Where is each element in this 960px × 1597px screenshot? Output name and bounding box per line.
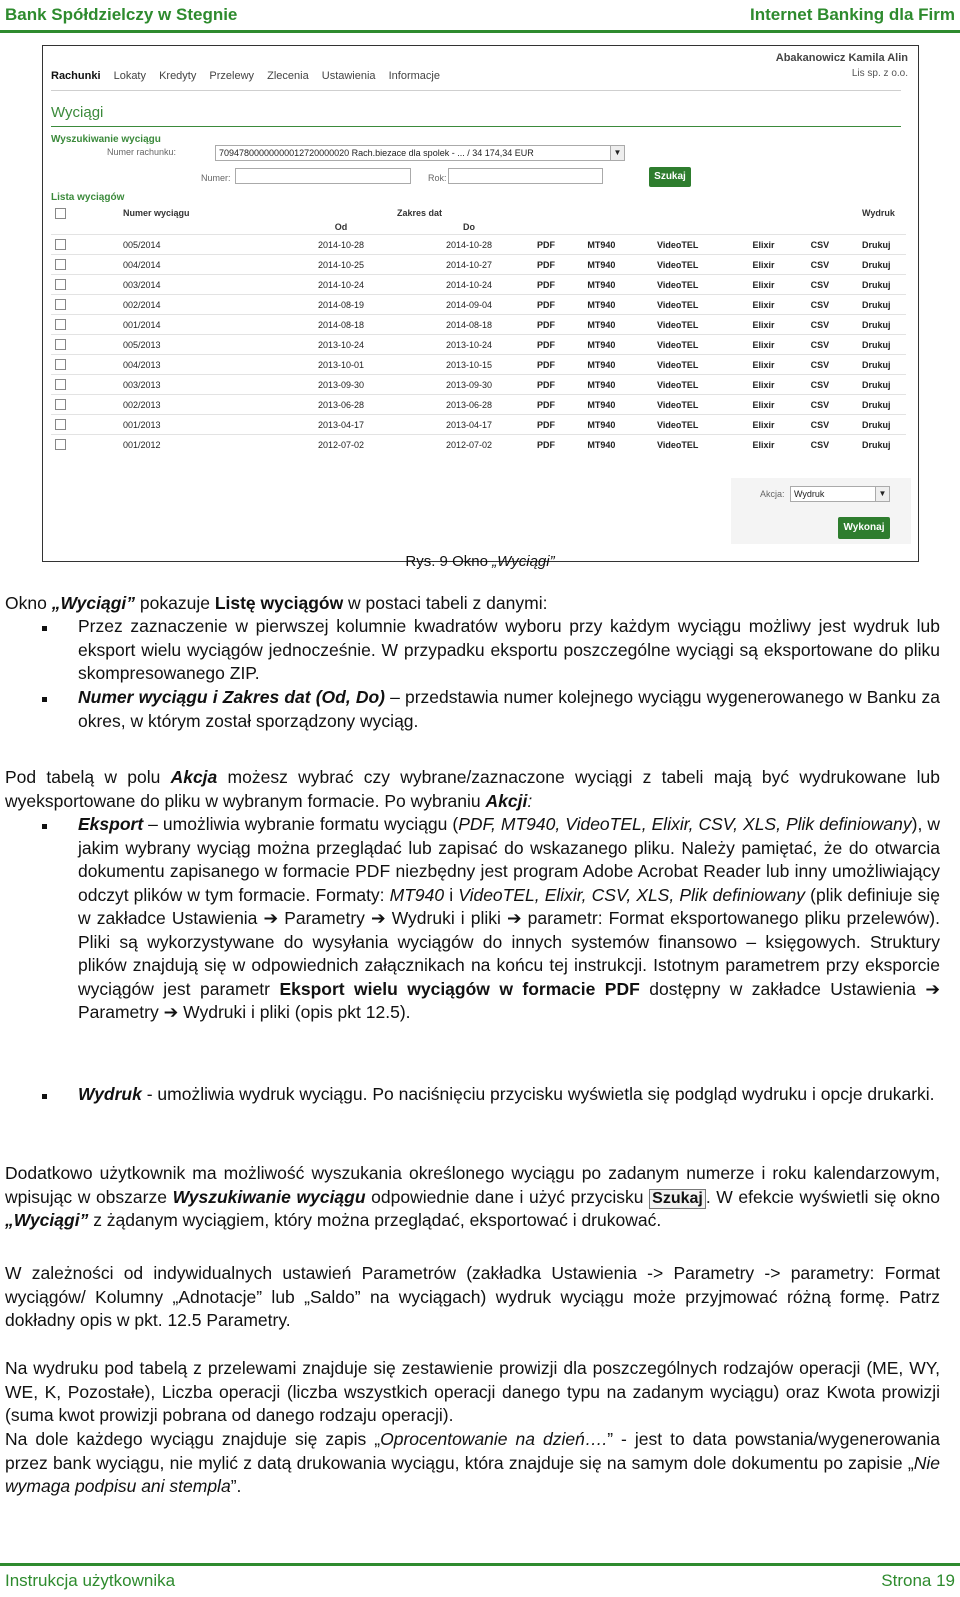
col-number: Numer wyciągu bbox=[123, 208, 190, 218]
intro-text: Okno bbox=[5, 593, 52, 613]
format-link-drukuj[interactable]: Drukuj bbox=[858, 315, 906, 335]
row-checkbox[interactable] bbox=[55, 439, 66, 450]
page-number: Strona 19 bbox=[881, 1571, 955, 1590]
format-link-mt940[interactable]: MT940 bbox=[583, 275, 653, 295]
statement-number: 001/2013 bbox=[119, 415, 277, 435]
statement-number: 004/2013 bbox=[119, 355, 277, 375]
format-link-pdf[interactable]: PDF bbox=[533, 255, 583, 275]
format-link-elixir[interactable]: Elixir bbox=[749, 375, 807, 395]
tab-kredyty[interactable]: Kredyty bbox=[159, 70, 197, 82]
table-row bbox=[51, 375, 906, 395]
bullet-number-title: Numer wyciągu i Zakres dat (Od, Do) bbox=[78, 687, 385, 707]
format-link-videotel[interactable]: VideoTEL bbox=[653, 235, 749, 255]
format-link-elixir[interactable]: Elixir bbox=[749, 235, 807, 255]
text: ” - jest to data powstania/wygenerowania przez bank wyciągu, nie mylić z datą drukowania wyciągu, która znajduje się na samym dole dokumentu po zapisie „ bbox=[5, 1429, 941, 1473]
row-select-cell bbox=[51, 435, 119, 455]
statement-number: 001/2014 bbox=[119, 315, 277, 335]
row-select-cell bbox=[51, 415, 119, 435]
format-link-videotel[interactable]: VideoTEL bbox=[653, 255, 749, 275]
date-to: 2013-04-17 bbox=[405, 415, 533, 435]
format-link-csv[interactable]: CSV bbox=[807, 255, 858, 275]
text: - umożliwia wydruk wyciągu. Po naciśnięciu przycisku wyświetla się podgląd wydruku i opcje drukarki. bbox=[141, 1084, 935, 1104]
tab-informacje[interactable]: Informacje bbox=[388, 70, 440, 82]
bullet-number-text: – przedstawia numer kolejnego wyciągu wygenerowanego w Banku za okres, w którym został sporządzony wyciąg. bbox=[78, 687, 940, 731]
bullet-icon bbox=[42, 824, 47, 829]
statements-body bbox=[51, 235, 906, 455]
text: – umożliwia wybranie formatu wyciągu ( bbox=[143, 814, 459, 834]
text: ”. bbox=[230, 1476, 242, 1496]
export-title: Eksport bbox=[78, 814, 144, 834]
bank-name: Bank Spółdzielczy w Stegnie bbox=[5, 5, 238, 24]
format-link-mt940[interactable]: MT940 bbox=[583, 315, 653, 335]
chevron-down-icon: ▼ bbox=[610, 146, 624, 160]
format-link-videotel[interactable]: VideoTEL bbox=[653, 295, 749, 315]
screenshot-figure bbox=[42, 45, 919, 562]
main-tabs bbox=[51, 70, 901, 91]
row-select-cell bbox=[51, 235, 119, 255]
format-link-pdf[interactable]: PDF bbox=[533, 355, 583, 375]
format-link-mt940[interactable]: MT940 bbox=[583, 255, 653, 275]
format-link-pdf[interactable]: PDF bbox=[533, 315, 583, 335]
statement-number: 004/2014 bbox=[119, 255, 277, 275]
format-link-elixir[interactable]: Elixir bbox=[749, 295, 807, 315]
date-to: 2014-10-27 bbox=[405, 255, 533, 275]
date-from: 2013-09-30 bbox=[277, 375, 405, 395]
text: i bbox=[444, 884, 459, 905]
statement-number: 001/2012 bbox=[119, 435, 277, 455]
search-section-title: Wyszukiwanie wyciągu bbox=[51, 134, 161, 145]
format-link-elixir[interactable]: Elixir bbox=[749, 355, 807, 375]
caption-title: „Wyciągi” bbox=[492, 553, 555, 570]
format-link-videotel[interactable]: VideoTEL bbox=[653, 435, 749, 455]
page-title: Wyciągi bbox=[51, 104, 104, 121]
year-label: Rok: bbox=[428, 173, 447, 183]
format-link-pdf[interactable]: PDF bbox=[533, 375, 583, 395]
number-label: Numer: bbox=[201, 173, 231, 183]
date-from: 2014-10-28 bbox=[277, 235, 405, 255]
row-select-cell bbox=[51, 275, 119, 295]
date-to: 2013-10-15 bbox=[405, 355, 533, 375]
export-formats: PDF, MT940, VideoTEL, Elixir, CSV, XLS, Plik definiowany bbox=[458, 814, 912, 834]
blank-header bbox=[119, 220, 277, 235]
format-link-videotel[interactable]: VideoTEL bbox=[653, 275, 749, 295]
format-link-mt940[interactable]: MT940 bbox=[583, 355, 653, 375]
blank-header bbox=[533, 220, 906, 235]
format-link-elixir[interactable]: Elixir bbox=[749, 415, 807, 435]
text: ), w jakim wybrany wyciąg można przeglądać lub zapisać do wskazanego pliku. Należy pamiętać, że do otwarcia dokumentu zapisanego w formacie PDF niezbędny jest program Adobe Acrobat Reader lub inny umożliwiający odczyt plików w tym formacie. Formaty: bbox=[78, 814, 940, 905]
date-from: 2014-08-19 bbox=[277, 295, 405, 315]
format-link-drukuj[interactable]: Drukuj bbox=[858, 395, 906, 415]
export-formats-2: VideoTEL, Elixir, CSV, XLS, Plik definiowany bbox=[458, 884, 806, 905]
header-rule bbox=[0, 30, 960, 33]
row-select-cell bbox=[51, 395, 119, 415]
format-link-csv[interactable]: CSV bbox=[807, 275, 858, 295]
row-checkbox[interactable] bbox=[55, 399, 66, 410]
row-checkbox[interactable] bbox=[55, 299, 66, 310]
text: dostępny w zakładce Ustawienia ➔ Parametry ➔ Wydruki i pliki (opis pkt 12.5). bbox=[78, 978, 940, 1022]
bullet-icon bbox=[42, 697, 47, 702]
intro-text: pokazuje bbox=[135, 593, 215, 613]
tab-lokaty[interactable]: Lokaty bbox=[113, 70, 146, 82]
format-link-pdf[interactable]: PDF bbox=[533, 275, 583, 295]
account-select[interactable] bbox=[215, 145, 625, 161]
format-link-csv[interactable]: CSV bbox=[807, 355, 858, 375]
page-header bbox=[0, 0, 960, 34]
col-range: Zakres dat bbox=[397, 208, 443, 218]
format-link-drukuj[interactable]: Drukuj bbox=[858, 335, 906, 355]
row-select-cell bbox=[51, 335, 119, 355]
date-from: 2014-08-18 bbox=[277, 315, 405, 335]
table-row bbox=[51, 295, 906, 315]
format-link-csv[interactable]: CSV bbox=[807, 415, 858, 435]
date-from: 2013-06-28 bbox=[277, 395, 405, 415]
format-link-videotel[interactable]: VideoTEL bbox=[653, 415, 749, 435]
row-select-cell bbox=[51, 295, 119, 315]
date-from: 2013-04-17 bbox=[277, 415, 405, 435]
statement-number: 003/2013 bbox=[119, 375, 277, 395]
bullet-icon bbox=[42, 1094, 47, 1099]
date-to: 2014-09-04 bbox=[405, 295, 533, 315]
row-checkbox[interactable] bbox=[55, 239, 66, 250]
date-from: 2012-07-02 bbox=[277, 435, 405, 455]
format-link-csv[interactable]: CSV bbox=[807, 375, 858, 395]
statement-number: 005/2014 bbox=[119, 235, 277, 255]
account-value: 70947800000000012720000020 Rach.biezace dla spolek - ... / 34 174,34 EUR bbox=[219, 148, 534, 158]
number-input[interactable] bbox=[235, 168, 411, 184]
col-print: Wydruk bbox=[862, 208, 895, 218]
format-link-pdf[interactable]: PDF bbox=[533, 235, 583, 255]
tab-zlecenia[interactable]: Zlecenia bbox=[267, 70, 309, 82]
table-row bbox=[51, 235, 906, 255]
export-param: Eksport wielu wyciągów w formacie PDF bbox=[279, 978, 640, 999]
statements-table bbox=[51, 206, 906, 454]
format-link-drukuj[interactable]: Drukuj bbox=[858, 355, 906, 375]
row-select-cell bbox=[51, 375, 119, 395]
date-to: 2014-10-24 bbox=[405, 275, 533, 295]
action-select[interactable] bbox=[790, 486, 890, 502]
table-row bbox=[51, 335, 906, 355]
text: (plik definiuje się w zakładce Ustawienia ➔ Parametry ➔ Wydruki i pliki ➔ parametr: Format eksportowanego pliku przelewów). Pliki są wykorzystywane do wysyłania wyciągów do innych systemów finansowo – księgowych. Struktury plików znajdują się w odpowiednich załącznikach na końcu tej instrukcji. Istotnym parametrem przy eksporcie wyciągów jest parametr bbox=[78, 884, 940, 999]
format-link-mt940[interactable]: MT940 bbox=[583, 415, 653, 435]
row-checkbox[interactable] bbox=[55, 379, 66, 390]
date-from: 2013-10-24 bbox=[277, 335, 405, 355]
date-to: 2014-10-28 bbox=[405, 235, 533, 255]
row-checkbox[interactable] bbox=[55, 359, 66, 370]
statement-number: 002/2013 bbox=[119, 395, 277, 415]
format-link-elixir[interactable]: Elixir bbox=[749, 395, 807, 415]
format-link-mt940[interactable]: MT940 bbox=[583, 335, 653, 355]
date-to: 2012-07-02 bbox=[405, 435, 533, 455]
format-link-elixir[interactable]: Elixir bbox=[749, 275, 807, 295]
format-link-videotel[interactable]: VideoTEL bbox=[653, 315, 749, 335]
col-blank bbox=[533, 206, 858, 220]
format-mt940: MT940 bbox=[389, 884, 445, 905]
text: . W efekcie wyświetli się okno bbox=[705, 1186, 940, 1207]
format-link-mt940[interactable]: MT940 bbox=[583, 435, 653, 455]
format-link-csv[interactable]: CSV bbox=[807, 335, 858, 355]
akcja-term: Akcja bbox=[170, 767, 218, 787]
date-to: 2013-09-30 bbox=[405, 375, 533, 395]
date-from: 2013-10-01 bbox=[277, 355, 405, 375]
figure-caption bbox=[0, 553, 960, 570]
date-from: 2014-10-24 bbox=[277, 275, 405, 295]
row-select-cell bbox=[51, 255, 119, 275]
table-header-row-2 bbox=[51, 220, 906, 235]
text: Pod tabelą w polu bbox=[5, 767, 171, 787]
search-paragraph bbox=[5, 1162, 940, 1233]
format-link-csv[interactable]: CSV bbox=[807, 395, 858, 415]
search-button[interactable]: Szukaj bbox=[649, 167, 691, 187]
date-to: 2013-10-24 bbox=[405, 335, 533, 355]
format-link-videotel[interactable]: VideoTEL bbox=[653, 335, 749, 355]
action-label: Akcja: bbox=[760, 489, 785, 499]
blank-header bbox=[51, 220, 119, 235]
format-link-videotel[interactable]: VideoTEL bbox=[653, 355, 749, 375]
table-row bbox=[51, 435, 906, 455]
format-link-mt940[interactable]: MT940 bbox=[583, 395, 653, 415]
akcji-term: Akcji bbox=[485, 790, 528, 811]
col-from: Od bbox=[334, 222, 348, 232]
intro-list-name: Listę wyciągów bbox=[214, 593, 344, 613]
bullet-select: Przez zaznaczenie w pierwszej kolumnie kwadratów wyboru przy każdym wyciągu możliwy jest wydruk lub eksport wielu wyciągów jednocześnie. W przypadku eksportu poszczególne wyciągi są eksportowane do pliku skompresowanego ZIP. bbox=[78, 616, 940, 683]
format-link-mt940[interactable]: MT940 bbox=[583, 375, 653, 395]
intro-window-name: „Wyciągi” bbox=[51, 593, 136, 613]
tab-przelewy[interactable]: Przelewy bbox=[209, 70, 255, 82]
select-all-cell bbox=[51, 206, 119, 220]
format-link-drukuj[interactable]: Drukuj bbox=[858, 255, 906, 275]
format-link-csv[interactable]: CSV bbox=[807, 315, 858, 335]
format-link-drukuj[interactable]: Drukuj bbox=[858, 235, 906, 255]
select-all-checkbox[interactable] bbox=[55, 208, 66, 219]
table-row bbox=[51, 275, 906, 295]
account-label: Numer rachunku: bbox=[107, 147, 177, 157]
format-link-drukuj[interactable]: Drukuj bbox=[858, 415, 906, 435]
format-link-drukuj[interactable]: Drukuj bbox=[858, 275, 906, 295]
text: możesz wybrać czy wybrane/zaznaczone wyciągi z tabeli mają być wydrukowane lub wyeksportowane do pliku w wybranym formacie. Po wybraniu bbox=[5, 767, 940, 811]
format-link-drukuj[interactable]: Drukuj bbox=[858, 435, 906, 455]
search-button-image: Szukaj bbox=[649, 1189, 706, 1209]
format-link-pdf[interactable]: PDF bbox=[533, 435, 583, 455]
search-area-name: Wyszukiwanie wyciągu bbox=[172, 1186, 366, 1207]
row-select-cell bbox=[51, 355, 119, 375]
action-paragraph bbox=[5, 766, 940, 813]
format-link-drukuj[interactable]: Drukuj bbox=[858, 295, 906, 315]
interest-note: Oprocentowanie na dzień…. bbox=[380, 1429, 608, 1449]
tab-rachunki[interactable]: Rachunki bbox=[51, 70, 101, 82]
format-link-pdf[interactable]: PDF bbox=[533, 415, 583, 435]
format-link-mt940[interactable]: MT940 bbox=[583, 295, 653, 315]
year-input[interactable] bbox=[448, 168, 603, 184]
text: : bbox=[527, 790, 533, 811]
list-title: Lista wyciągów bbox=[51, 192, 125, 203]
intro-text: w postaci tabeli z danymi: bbox=[343, 593, 548, 613]
format-link-csv[interactable]: CSV bbox=[807, 295, 858, 315]
chevron-down-icon: ▼ bbox=[875, 487, 889, 501]
row-checkbox[interactable] bbox=[55, 279, 66, 290]
format-link-csv[interactable]: CSV bbox=[807, 435, 858, 455]
table-row bbox=[51, 395, 906, 415]
footer-doc-name: Instrukcja użytkownika bbox=[5, 1571, 176, 1590]
statement-number: 003/2014 bbox=[119, 275, 277, 295]
format-link-pdf[interactable]: PDF bbox=[533, 335, 583, 355]
print-title: Wydruk bbox=[78, 1084, 142, 1104]
title-rule bbox=[51, 126, 901, 127]
bullet-number bbox=[78, 686, 940, 733]
statement-number: 002/2014 bbox=[119, 295, 277, 315]
interest-paragraph bbox=[5, 1428, 940, 1499]
format-link-videotel[interactable]: VideoTEL bbox=[653, 375, 749, 395]
intro-paragraph bbox=[5, 592, 940, 616]
table-row bbox=[51, 355, 906, 375]
format-link-elixir[interactable]: Elixir bbox=[749, 315, 807, 335]
date-to: 2014-08-18 bbox=[405, 315, 533, 335]
text: odpowiednie dane i użyć przycisku bbox=[365, 1186, 650, 1207]
execute-button[interactable]: Wykonaj bbox=[838, 517, 890, 539]
table-row bbox=[51, 315, 906, 335]
caption-prefix: Rys. 9 Okno bbox=[405, 553, 493, 570]
user-name: Abakanowicz Kamila Alin bbox=[775, 52, 908, 64]
table-header-row-1 bbox=[51, 206, 906, 220]
row-select-cell bbox=[51, 315, 119, 335]
product-name: Internet Banking dla Firm bbox=[750, 5, 955, 24]
text: Na dole każdego wyciągu znajduje się zapis „ bbox=[5, 1429, 381, 1449]
row-checkbox[interactable] bbox=[55, 319, 66, 330]
format-link-drukuj[interactable]: Drukuj bbox=[858, 375, 906, 395]
row-checkbox[interactable] bbox=[55, 419, 66, 430]
fees-paragraph: Na wydruku pod tabelą z przelewami znajduje się zestawienie prowizji dla poszczególnych rodzajów operacji (ME, WY, WE, K, Pozostałe), Liczba operacji (liczba wszystkich operacji danego typu na zadanym wyciągu) oraz Kwota prowizji (suma kwot prowizji pobrana od danego rodzaju operacji). bbox=[5, 1358, 940, 1425]
row-checkbox[interactable] bbox=[55, 259, 66, 270]
format-link-pdf[interactable]: PDF bbox=[533, 295, 583, 315]
bullet-icon bbox=[42, 626, 47, 631]
user-company: Lis sp. z o.o. bbox=[851, 68, 908, 79]
text: Dodatkowo użytkownik ma możliwość wyszukania określonego wyciągu po zadanym numerze i roku kalendarzowym, wpisując w obszarze bbox=[5, 1163, 940, 1207]
page-footer bbox=[0, 1560, 960, 1597]
date-to: 2013-06-28 bbox=[405, 395, 533, 415]
format-link-videotel[interactable]: VideoTEL bbox=[653, 395, 749, 415]
date-from: 2014-10-25 bbox=[277, 255, 405, 275]
window-name: „Wyciągi” bbox=[5, 1210, 89, 1230]
text: z żądanym wyciągiem, który można przeglądać, eksportować i drukować. bbox=[88, 1210, 662, 1230]
bullet-print bbox=[78, 1083, 940, 1107]
row-checkbox[interactable] bbox=[55, 339, 66, 350]
format-link-mt940[interactable]: MT940 bbox=[583, 235, 653, 255]
settings-paragraph: W zależności od indywidualnych ustawień Parametrów (zakładka Ustawienia -> Parametry -> parametry: Format wyciągów/ Kolumny „Adnotacje” lub „Saldo” na wyciągach) wydruk wyciągu może przyjmować różną formę. Patrz dokładny opis w pkt. 12.5 Parametry. bbox=[5, 1263, 940, 1330]
format-link-elixir[interactable]: Elixir bbox=[749, 335, 807, 355]
statement-number: 005/2013 bbox=[119, 335, 277, 355]
format-link-pdf[interactable]: PDF bbox=[533, 395, 583, 415]
format-link-elixir[interactable]: Elixir bbox=[749, 435, 807, 455]
no-signature-note: Nie wymaga podpisu ani stempla bbox=[5, 1452, 940, 1496]
table-row bbox=[51, 255, 906, 275]
footer-rule bbox=[0, 1563, 960, 1566]
col-to: Do bbox=[463, 222, 475, 232]
action-value: Wydruk bbox=[794, 489, 825, 499]
format-link-elixir[interactable]: Elixir bbox=[749, 255, 807, 275]
bullet-export bbox=[78, 813, 940, 1025]
table-row bbox=[51, 415, 906, 435]
tab-ustawienia[interactable]: Ustawienia bbox=[321, 70, 376, 82]
format-link-csv[interactable]: CSV bbox=[807, 235, 858, 255]
